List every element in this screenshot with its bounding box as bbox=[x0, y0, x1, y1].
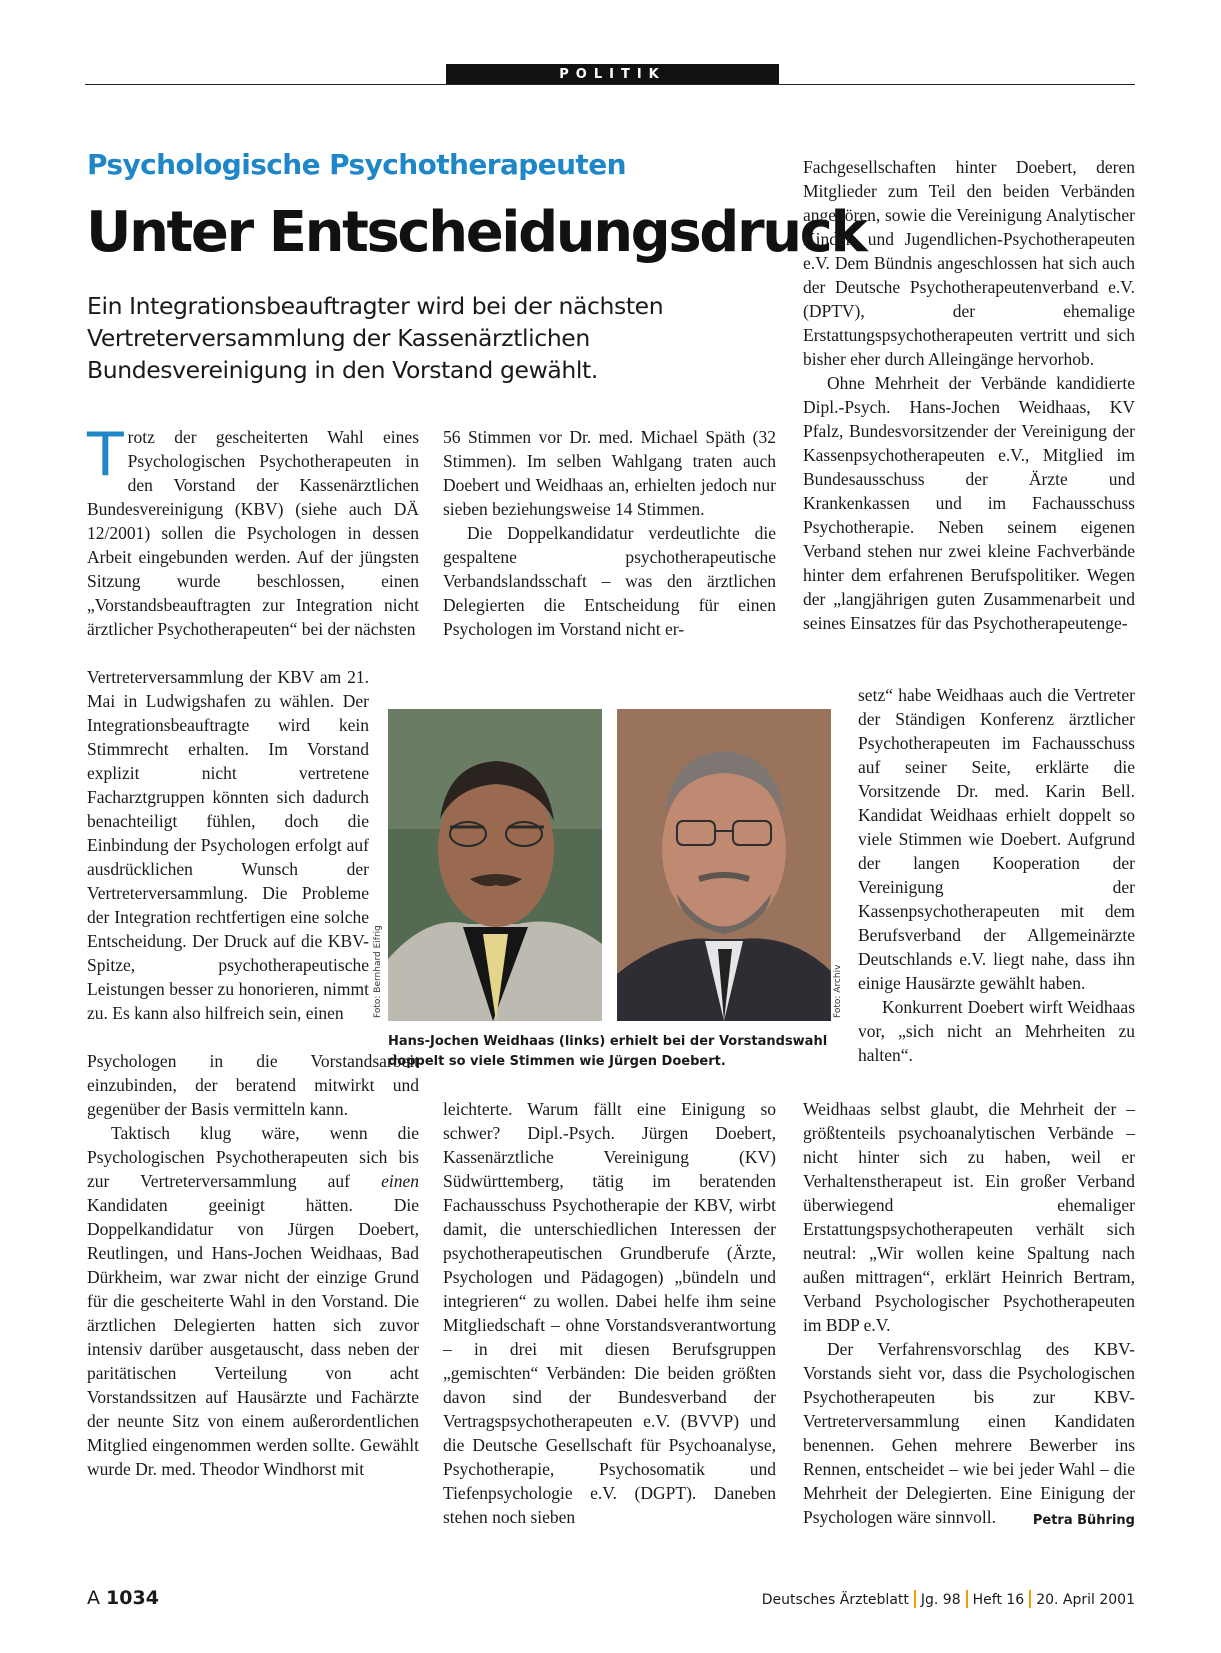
journal-info bbox=[762, 1590, 1135, 1608]
photo-caption: Hans-Jochen Weidhaas (links) erhielt bei der Vorstandswahl doppelt so viele Stimmen wie Jürgen Doebert. bbox=[388, 1034, 828, 1069]
body-column-3-lower bbox=[803, 1097, 1135, 1533]
body-paragraph: Die Doppelkandidatur verdeutlichte die gespaltene psychotherapeutische Verbandslandsschaft – was den ärztlichen Delegierten die Entscheidung für einen Psychologen im Vorstand nicht er- bbox=[443, 523, 776, 639]
footer-separator bbox=[966, 1590, 968, 1608]
page-number: A 1034 bbox=[87, 1587, 159, 1609]
photo-credit-left: Foto: Bernhard Eifrig bbox=[373, 925, 383, 1018]
body-paragraph: leichterte. Warum fällt eine Einigung so schwer? Dipl.-Psych. Jürgen Doebert, Kassenärztliche Vereinigung (KV) Südwürttemberg, tätig im beratenden Fachausschuss Psychotherapie der KBV, wirbt damit, die unterschiedlichen Interessen der psychotherapeutischen Grundberufe (Ärzte, Psychologen und Pädagogen) „bündeln und integrieren“ zu wollen. Dabei helfe ihm seine Mitgliedschaft – ohne Vorstandsverantwortung – in drei mit diesen Berufsgruppen „gemischten“ Verbänden: Die beiden größten davon sind der Bundesverband der Vertragspsychotherapeuten e.V. (BVVP) und die Deutsche Gesellschaft für Psychoanalyse, Psychotherapie, Psychosomatik und Tiefenpsychologie e.V. (DGPT). Daneben stehen noch sieben bbox=[443, 1099, 776, 1527]
journal-issue: Heft 16 bbox=[972, 1592, 1025, 1608]
body-paragraph: Der Verfahrensvorschlag des KBV-Vorstands sieht vor, dass die Psychologischen Psychotherapeuten bis zur KBV-Vertreterversammlung einen Kandidaten benennen. Gehen mehrere Bewerber ins Rennen, entscheidet – wie bei jeder Wahl – die Mehrheit der Delegierten. Eine Einigung der Psychologen wäre sinnvoll. Petra Bühring bbox=[803, 1337, 1135, 1529]
body-column-1-narrow bbox=[87, 665, 369, 1025]
body-column-3-narrow bbox=[858, 683, 1135, 1067]
body-column-2-top bbox=[443, 425, 776, 641]
header-rule bbox=[85, 84, 1135, 85]
body-paragraph: Ohne Mehrheit der Verbände kandidierte Dipl.-Psych. Hans-Jochen Weidhaas, KV Pfalz, Bundesvorsitzender der Vereinigung der Kassenpsychotherapeuten e.V., Mitglied im Bundesausschuss der Ärzte und Krankenkassen und im Fachausschuss Psychotherapie. Neben seinem eigenen Verband stehen nur zwei kleine Fachverbände hinter dem erfahrenen Berufspolitiker. Wegen der „langjährigen guten Zusammenarbeit und seines Einsatzes für das Psychotherapeutenge- bbox=[803, 373, 1135, 633]
body-column-1-lower bbox=[87, 1049, 419, 1481]
journal-name: Deutsches Ärzteblatt bbox=[761, 1592, 909, 1608]
body-column-1 bbox=[87, 420, 419, 641]
body-column-2-bottom bbox=[443, 1097, 776, 1529]
footer-separator bbox=[1029, 1590, 1031, 1608]
body-paragraph: Weidhaas selbst glaubt, die Mehrheit der – größtenteils psychoanalytischen Verbände – nicht hinter sich zu haben, weil er Verhaltenstherapeut ist. Ein großer Verband überwiegend ehemaliger Erstattungspsychotherapeuten verhält sich neutral: „Wir wollen keine Spaltung nach außen mittragen“, erklärt Heinrich Bertram, Verband Psychologischer Psychotherapeuten im BDP e.V. bbox=[803, 1099, 1135, 1335]
journal-date: 20. April 2001 bbox=[1036, 1592, 1135, 1608]
body-paragraph: Taktisch klug wäre, wenn die Psychologischen Psychotherapeuten sich bis zur Vertreterversammlung auf einen Kandidaten geeinigt hätten. Die Doppelkandidatur von Jürgen Doebert, Reutlingen, und Hans-Jochen Weidhaas, Bad Dürkheim, war zwar nicht der einzige Grund für die gescheiterte Wahl in den Vorstand. Die ärztlichen Delegierten hatten sich zuvor intensiv darüber ausgetauscht, dass neben der paritätischen Verteilung von acht Vorstandssitzen auf Hausärzte und Fachärzte der neunte Sitz von einem außerordentlichen Mitglied eingenommen werden sollte. Gewählt wurde Dr. med. Theodor Windhorst mit bbox=[87, 1123, 419, 1479]
body-column-3 bbox=[803, 155, 1135, 635]
body-paragraph: Psychologen in die Vorstandsarbeit einzubinden, der beratend mitwirkt und gegenüber der Basis vermitteln kann. bbox=[87, 1051, 419, 1119]
drop-cap: T bbox=[87, 420, 124, 490]
footer-separator bbox=[914, 1590, 916, 1608]
body-paragraph: setz“ habe Weidhaas auch die Vertreter der Ständigen Konferenz ärztlicher Psychotherapeuten im Fachausschuss auf seiner Seite, erklärte die Vorsitzende Dr. med. Karin Bell. Kandidat Weidhaas erhielt doppelt so viele Stimmen wie Doebert. Aufgrund der langen Kooperation der Vereinigung der Kassenpsychotherapeuten mit dem Berufsverband der Allgemeinärzte Deutschlands e.V. liegt nahe, dass ihn einige Hausärzte gewählt haben. bbox=[858, 685, 1135, 993]
body-paragraph: 56 Stimmen vor Dr. med. Michael Späth (32 Stimmen). Im selben Wahlgang traten auch Doebert und Weidhaas an, erhielten jedoch nur sieben beziehungsweise 14 Stimmen. bbox=[443, 427, 776, 519]
article-headline: Unter Entscheidungsdruck bbox=[86, 200, 866, 265]
body-paragraph: Fachgesellschaften hinter Doebert, deren Mitglieder zum Teil den beiden Verbänden angehören, sowie die Vereinigung Analytischer Kinder- und Jugendlichen-Psychotherapeuten e.V. Dem Bündnis angeschlossen hat sich auch der Deutsche Psychotherapeutenverband e.V. (DPTV), der ehemalige Erstattungspsychotherapeuten vertritt und sich bisher eher durch Alleingänge hervorhob. bbox=[803, 157, 1135, 369]
photo-credit-right: Foto: Archiv bbox=[833, 964, 843, 1018]
body-paragraph: Konkurrent Doebert wirft Weidhaas vor, „sich nicht an Mehrheiten zu halten“. bbox=[858, 997, 1135, 1065]
body-paragraph: Trotz der gescheiterten Wahl eines Psychologischen Psychotherapeuten in den Vorstand der Kassenärztlichen Bundesvereinigung (KBV) (siehe auch DÄ 12/2001) sollen die Psychologen in dessen Arbeit eingebunden werden. Auf der jüngsten Sitzung wurde beschlossen, einen „Vorstandsbeauftragten zur Integration nicht ärztlicher Psychotherapeuten“ bei der nächsten bbox=[87, 420, 419, 639]
author-byline: Petra Bühring bbox=[1032, 1513, 1135, 1528]
photo-doebert bbox=[617, 709, 831, 1021]
body-paragraph: Vertreterversammlung der KBV am 21. Mai in Ludwigshafen zu wählen. Der Integrationsbeauftragte wird kein Stimmrecht erhalten. Im Vorstand explizit nicht vertretene Facharztgruppen könnten sich dadurch benachteiligt fühlen, doch die Einbindung der Psychologen erfolgt auf ausdrücklichen Wunsch der Vertreterversammlung. Die Probleme der Integration rechtfertigen eine solche Entscheidung. Der Druck auf die KBV-Spitze, psychotherapeutische Leistungen besser zu honorieren, nimmt zu. Es kann also hilfreich sein, einen bbox=[87, 667, 369, 1023]
journal-volume: Jg. 98 bbox=[920, 1592, 961, 1608]
photo-weidhaas bbox=[388, 709, 602, 1021]
article-kicker: Psychologische Psychotherapeuten bbox=[87, 148, 626, 181]
section-label: POLITIK bbox=[446, 64, 779, 85]
article-standfirst: Ein Integrationsbeauftragter wird bei der nächsten Vertreterversammlung der Kassenärztlichen Bundesvereinigung in den Vorstand gewählt. bbox=[87, 292, 664, 384]
